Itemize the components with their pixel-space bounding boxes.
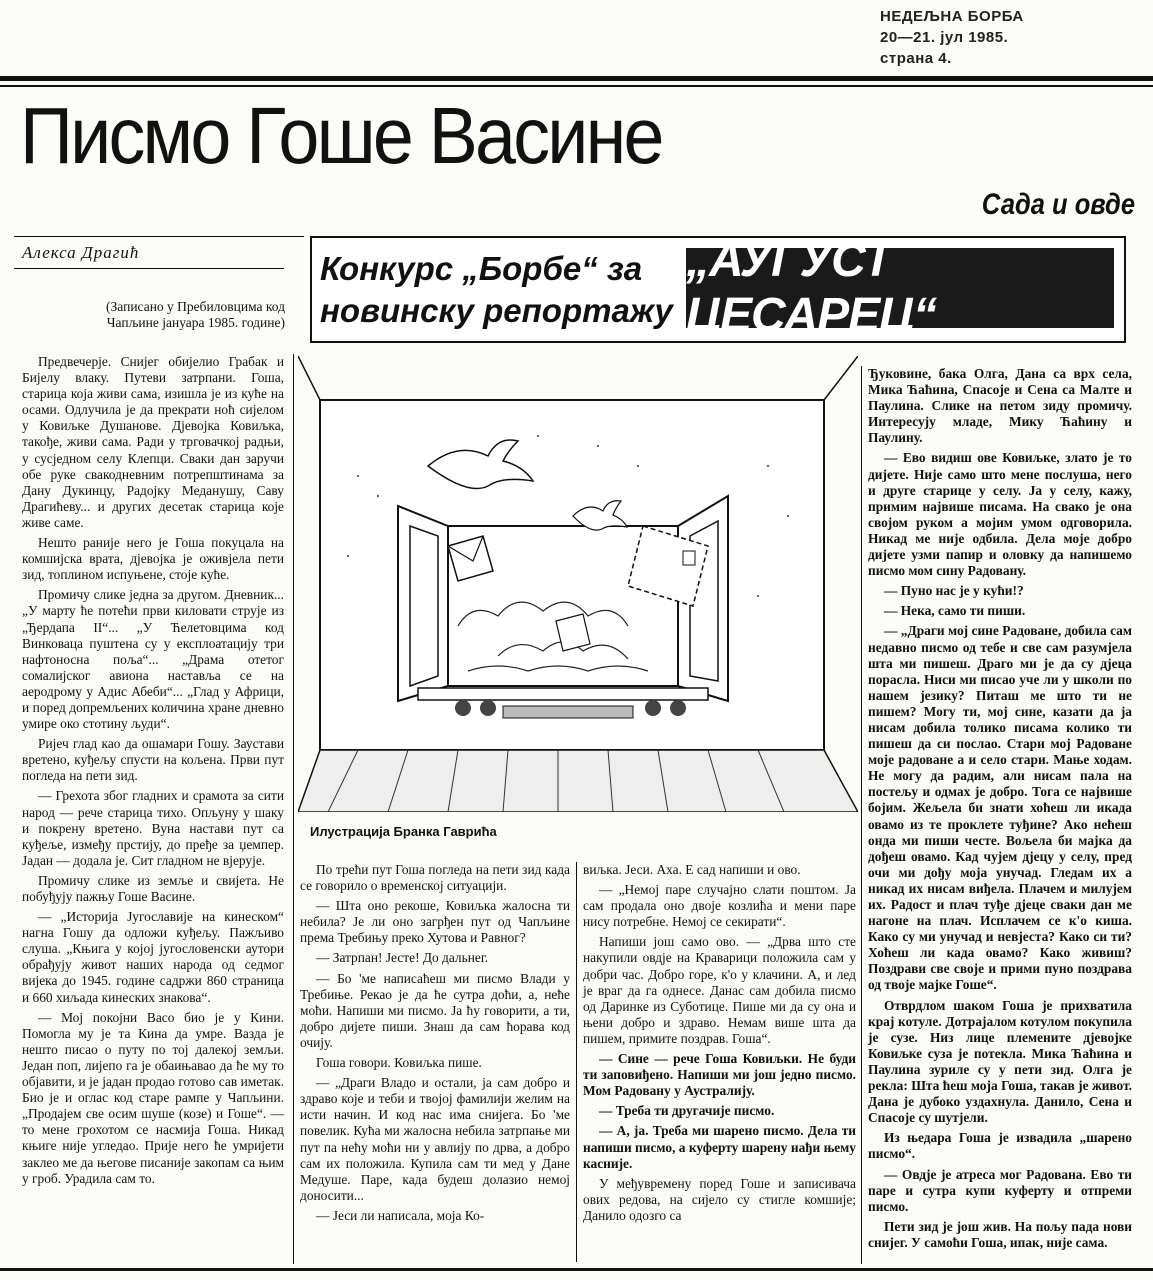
paragraph: Из њедара Гоша је извадила „шарено писмо“. (868, 1130, 1132, 1162)
author: Алекса Драгић (22, 243, 140, 262)
paragraph: — Нека, само ти пиши. (884, 603, 1026, 619)
paragraph: — А, ја. Треба ми шарено писмо. Дела ти напиши писмо, а куферту шарену нађи њему касније. (583, 1123, 856, 1171)
article-title: Писмо Гоше Васине (20, 91, 662, 180)
paragraph: Отврдлом шаком Гоша је прихватила крај котуле. Дотрајалом котулом покупила је сузе. Низ лице племените дјевојке Ковиљке суза је потекла. Мика Ћаћина и Паулина зуриле су у пети зид. Олга је рекла: Шта ћеш моја Гоша, такав је живот. Дана је дубоко уздахнула. Данило, Сена и Спасоје су шутјели. (868, 997, 1132, 1126)
bottom-rule (0, 1268, 1153, 1271)
paragraph: — „Драги Владо и остали, ја сам добро и здраво које и теби и твојој фамилији желим на исти начин. И код нас има снијега. Бо 'ме повелик. Кућа ми жалосна небила затрпање ми пут па нећу моћи ни у авлију по дрва, а добро сам их положила. Купила сам ти мед у Дане Медуше. Паре, када будеш долазио немој доносити... (300, 1075, 570, 1203)
paragraph: — Треба ти другачије писмо. (599, 1103, 775, 1119)
top-rule-thin (0, 85, 1153, 87)
paragraph: Пети зид је још жив. На пољу пада нови снијег. У самоћи Гоша, ипак, није сама. (868, 1218, 1132, 1250)
column-4 (868, 366, 1132, 1255)
author-rule-bottom (14, 268, 284, 269)
contest-name: „АУГУСТ ЦЕСАРЕЦ“ (686, 248, 1114, 328)
dateline-note: (Записано у Пребиловцима код Чапљине јануара 1985. године) (106, 299, 285, 330)
paragraph: — Ево видиш ове Ковиљке, злато је то дијете. Није само што мене послуша, него и друге старице у селу. Ја у селу, кажу, примим највише писама. На свако је она својом руком а мојим умом одговорила. Никад ме није одбила. Дела моје добро дијете узми папир и оловку да напишемо писмо мом сину Радовану. (868, 450, 1132, 579)
paragraph: Нешто раније него је Гоша покуцала на комшијска врата, дјевојка је оживјела пети зид, топлином испуњене, стоје куће. (22, 535, 284, 583)
paragraph: — „Драги мој сине Радоване, добила сам недавно писмо од тебе и све сам разумјела шта ми пишеш. Драго ми је да су дјеца порасла. Ниси ми писао уче ли у школи по нашем језику? Питаш ме што ти не пишем? Могу ти, мој сине, казати да ја нисам добила толико писама колико ти пишеш да си послао. Стари мој Радоване моје радоване а и село стари. Мање ходам. Не могу да радим, али нисам пала на постељу и одмах је добро. Тога се највише бојим. Жељела би знати хоћеш ли икада овамо из те проклете туђине? Ако нећеш онда ми пиши честе. Вољела би мајка да дођеш овамо. Кад чујем дјецу у селу, пред очи ми дођу моја унучад. Гледам их а никад их нисам виђела. Плачем и милујем их. Радост и плач туђе дјеце сваки дан ме нагоне на плач. Исплачем се к'о киша. Како су ми унучад и невјеста? Како си ти? Хоћеш ли када овамо? Како живиш? Поздрави све своје и прими пуно поздрава од твоје мајке Гоше“. (868, 623, 1132, 993)
column-3 (583, 862, 856, 1228)
paragraph: — Бо 'ме написаћеш ми писмо Влади у Требиње. Рекао је да ће сутра доћи, а, неће моћи. Напиши ми писмо. Ја ћу говорити, а ти, добро дијете пиши. Знаш да сам ћорава код очију. (300, 970, 570, 1050)
contest-label: Конкурс „Борбе“ за новинску репортажу (320, 250, 673, 329)
top-rule (0, 76, 1153, 81)
author-rule-top (14, 236, 304, 237)
column-divider (576, 862, 577, 1262)
paragraph: виљка. Јеси. Аха. Е сад напиши и ово. (583, 862, 801, 877)
paragraph: — Затрпан! Јесте! До дальнег. (316, 950, 489, 966)
paragraph: Промичу слике из земље и свијета. Не побуђују пажњу Гоше Васине. (22, 872, 284, 904)
paragraph: — Овдје је атреса мог Радована. Ево ти паре и сутра купи куферту и отпреми писмо. (868, 1166, 1132, 1214)
paragraph: Ђуковине, бака Олга, Дана са врх села, Мика Ћаћина, Спасоје и Сена са Малте и Паулина. Слике на петом зиду промичу. Интересују младе, Мику Ћаћину и Паулину. (868, 366, 1132, 446)
paragraph: — Сине — рече Гоша Ковиљки. Не буди ти заповиђено. Напиши ми још једно писмо. Мом Радовану у Аустралију. (583, 1051, 856, 1099)
paragraph: Напиши још само ово. — „Дрва што сте накупили овдје на Краварици положила сам у добри час. Добро горе, к'о у клачини. А, и лед је враг да га однесе. Данас сам добила писмо од Даринке из Суботице. Пише ми да су она и њени добро и здраво. Немам више шта да пишем, примите поздрав. Гоша“. (583, 934, 856, 1046)
column-divider (861, 366, 862, 1264)
illustration (298, 356, 858, 812)
paragraph: По трећи пут Гоша погледа на пети зид када се говорило о временској ситуацији. (300, 862, 570, 894)
paragraph: Гоша говори. Ковиљка пише. (316, 1055, 482, 1071)
paragraph: — Грехота због гладних и срамота за сити народ — рече старица тихо. Опљуну у шаку и покрену вретено. Вуна настави пут са куђеље, између прстију, до пређе за џемпер. Јадан — додала је. Сит гладном не вјерује. (22, 788, 284, 868)
column-1 (22, 354, 284, 1191)
paragraph: — „Историја Југославије на кинеском“ нагна Гошу да одложи куђељу. Пажљиво слуша. „Књига у којој југословенски аутори обрађују живот наших народа од седмог вијека до 1945. године садржи 860 страница и 660 хиљада кинеских знакова“. (22, 909, 284, 1005)
masthead-page: страна 4. (880, 50, 952, 67)
column-2 (300, 862, 570, 1228)
paragraph: Промичу слике једна за другом. Дневник... „У марту ће потећи први киловати струје из „Ђердапа II“... „У Ћелетовцима код Винковаца пуштена су у експлоатацију три нафтоносна поља“... „Драма отетог сомалијског авиона наставља се на аеродрому у Адис Абеби“... „Глад у Африци, и поред допремљених количина хране дневно умире око стотину људи“. (22, 587, 284, 732)
rubric: Сада и овде (981, 188, 1135, 221)
paragraph: — Шта оно рекоше, Ковиљка жалосна ти небила? Је ли оно загрђен пут од Чапљине према Требињу преко Хутова и Равног? (300, 898, 570, 946)
paragraph: — Пуно нас је у кући!? (884, 583, 1024, 599)
column-divider (293, 354, 294, 1264)
masthead (880, 6, 1150, 69)
masthead-paper: НЕДЕЉНА БОРБА (880, 8, 1024, 25)
paragraph: У међувремену поред Гоше и записивача ових редова, на сијело су стигле комшије; Данило одозго са (583, 1175, 856, 1223)
paragraph: — Мој покојни Васо био је у Кини. Помогла му је та Кина да умре. Вазда је нешто писао о путу по тој далекој земљи. Један поп, лијепо га је обаињавао да ће му то објавити, и је јадан продао готово сав иметак. Био је и оглас код старе рампе у Чапљини. „Продајем све осим шуше (козе) и Гоше“. — то мене грохотом се насмија Гоша. Никад књиге није угледао. Прије него ће умријети заклео ме да његове писаније закопам са њим у гроб. Урадила сам то. (22, 1009, 284, 1186)
paragraph: — „Немој паре случајно слати поштом. Ја сам продала оно двоје козлића и мени паре нису потребне. Немој се секирати“. (583, 882, 856, 930)
illustration-caption: Илустрација Бранка Гаврића (310, 824, 497, 839)
paragraph: Ријеч глад као да ошамари Гошу. Заустави вретено, куђељу спусти на кољена. Први пут погледа на пети зид. (22, 736, 284, 784)
paragraph: Предвечерје. Снијег обијелио Грабак и Бијелу влаку. Путеви затрпани. Гоша, старица која живи сама, изишла је из куће на осами. Одлучила је да прекрати ноћ сијелом у Ковиљке Душанове. Дјевојка Ковиљка, такође, живи сама. Ради у трговачкој радњи, у сусједном селу Клепци. Сваки дан заручи обе руке свакодневним потрепштинама за Дану Дукинцу, Радојку Меданушу, Саву Драгићеву... и других десетак старица које живе саме. (22, 354, 284, 530)
masthead-date: 20—21. јул 1985. (880, 29, 1009, 46)
paragraph: — Јеси ли написала, моја Ко- (316, 1207, 485, 1223)
